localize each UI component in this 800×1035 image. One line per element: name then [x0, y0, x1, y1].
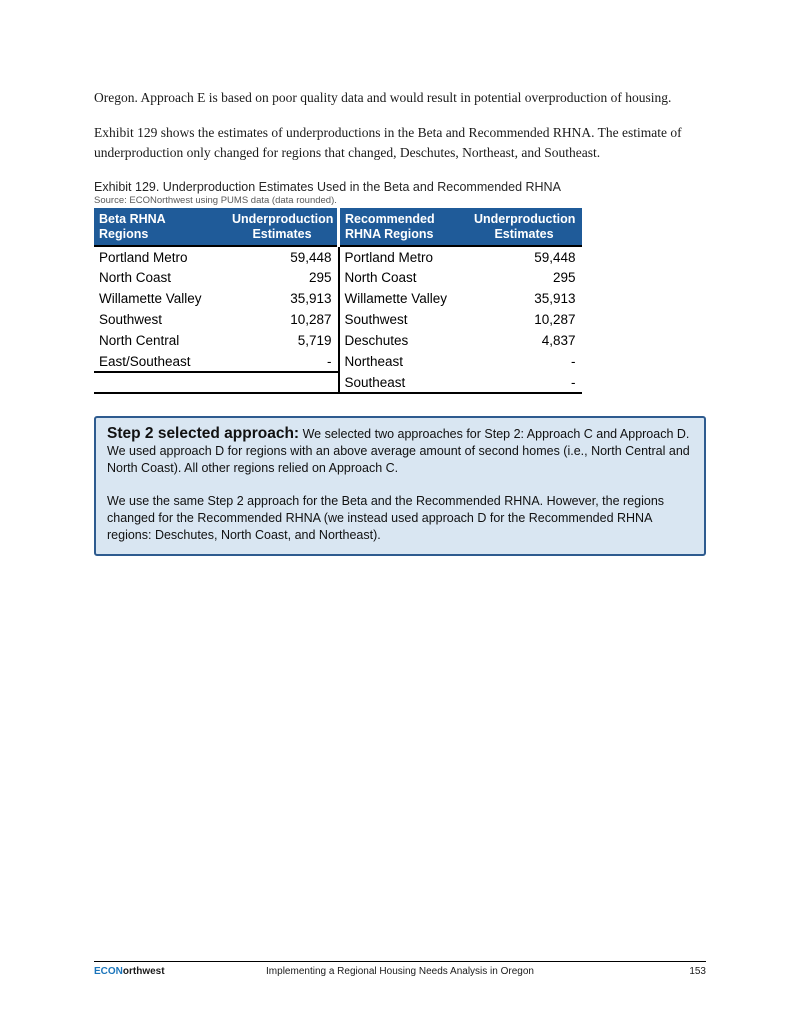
- table-cell: [94, 372, 227, 393]
- table-cell: Southwest: [339, 309, 467, 330]
- table-cell: North Coast: [99, 270, 172, 285]
- callout-paragraph-2: We use the same Step 2 approach for the Beta and the Recommended RHNA. However, the regions changed for the Recommended RHNA (we instead used approach D for the Recommended RHNA regions: Deschutes, North Coast, and Northeast).: [107, 494, 665, 542]
- table-row: [94, 267, 582, 288]
- table-cell: Deschutes: [339, 330, 467, 351]
- table-cell: Portland Metro: [99, 249, 188, 265]
- column-header-beta-estimates: Underproduction Estimates: [227, 208, 339, 246]
- table-row: [94, 330, 582, 351]
- table-header-row: [94, 208, 582, 246]
- table-cell: [227, 372, 339, 393]
- column-header-recommended-estimates: Underproduction Estimates: [467, 208, 582, 246]
- table-cell: Willamette Valley: [339, 288, 467, 309]
- table-cell: -: [467, 372, 582, 393]
- page-number: 153: [689, 966, 706, 977]
- table-cell: 4,837: [541, 333, 576, 348]
- table-cell: 10,287: [290, 312, 332, 327]
- underproduction-table: [94, 208, 582, 394]
- table-cell: 295: [308, 270, 332, 285]
- brand-logo-blue: ECON: [94, 966, 123, 977]
- column-header-beta-regions: Beta RHNA Regions: [94, 208, 227, 246]
- page-content: [94, 88, 706, 556]
- table-cell: -: [227, 351, 339, 372]
- page-footer: [94, 961, 706, 977]
- table-cell: 35,913: [290, 291, 332, 306]
- table-cell: Northeast: [339, 351, 467, 372]
- table-row: [94, 351, 582, 372]
- callout-title: Step 2 selected approach:: [107, 425, 300, 442]
- table-cell: East/Southeast: [94, 351, 227, 372]
- callout-paragraph-1: [107, 425, 693, 477]
- step2-selected-approach-callout: [94, 416, 706, 556]
- table-cell: 59,448: [290, 249, 332, 265]
- brand-logo: [94, 966, 214, 977]
- table-cell: 35,913: [534, 291, 576, 306]
- table-cell: Southeast: [339, 372, 467, 393]
- column-header-recommended-regions: Recommended RHNA Regions: [339, 208, 467, 246]
- table-row: [94, 372, 582, 393]
- table-cell: Willamette Valley: [99, 291, 202, 306]
- table-cell: 10,287: [534, 312, 576, 327]
- table-row: [94, 309, 582, 330]
- table-cell: Southwest: [99, 312, 163, 327]
- exhibit-source: Source: ECONorthwest using PUMS data (data rounded).: [94, 195, 337, 206]
- footer-document-title: Implementing a Regional Housing Needs Analysis in Oregon: [266, 966, 534, 977]
- brand-logo-rest: orthwest: [122, 966, 165, 977]
- table-row: [94, 246, 582, 267]
- table-row: [94, 288, 582, 309]
- table-cell: 5,719: [297, 333, 332, 348]
- table-cell: -: [571, 354, 576, 369]
- table-cell: 295: [552, 270, 576, 285]
- callout-text-1: We selected two approaches for Step 2: Approach C and Approach D. We used approach D for regions with an above average amount of second homes (i.e., North Central and North Coast). All other regions relied on Approach C.: [107, 427, 690, 475]
- table-cell: North Coast: [339, 267, 467, 288]
- table-cell: 59,448: [534, 249, 576, 265]
- exhibit-title: Exhibit 129. Underproduction Estimates Used in the Beta and Recommended RHNA: [94, 180, 561, 194]
- body-paragraph-1: Oregon. Approach E is based on poor quality data and would result in potential overproduction of housing.: [94, 90, 672, 105]
- body-paragraph-2: Exhibit 129 shows the estimates of underproductions in the Beta and Recommended RHNA. The estimate of underproduction only changed for regions that changed, Deschutes, Northeast, and Southeast.: [94, 125, 682, 160]
- table-cell: Portland Metro: [339, 246, 467, 267]
- table-cell: North Central: [99, 333, 180, 348]
